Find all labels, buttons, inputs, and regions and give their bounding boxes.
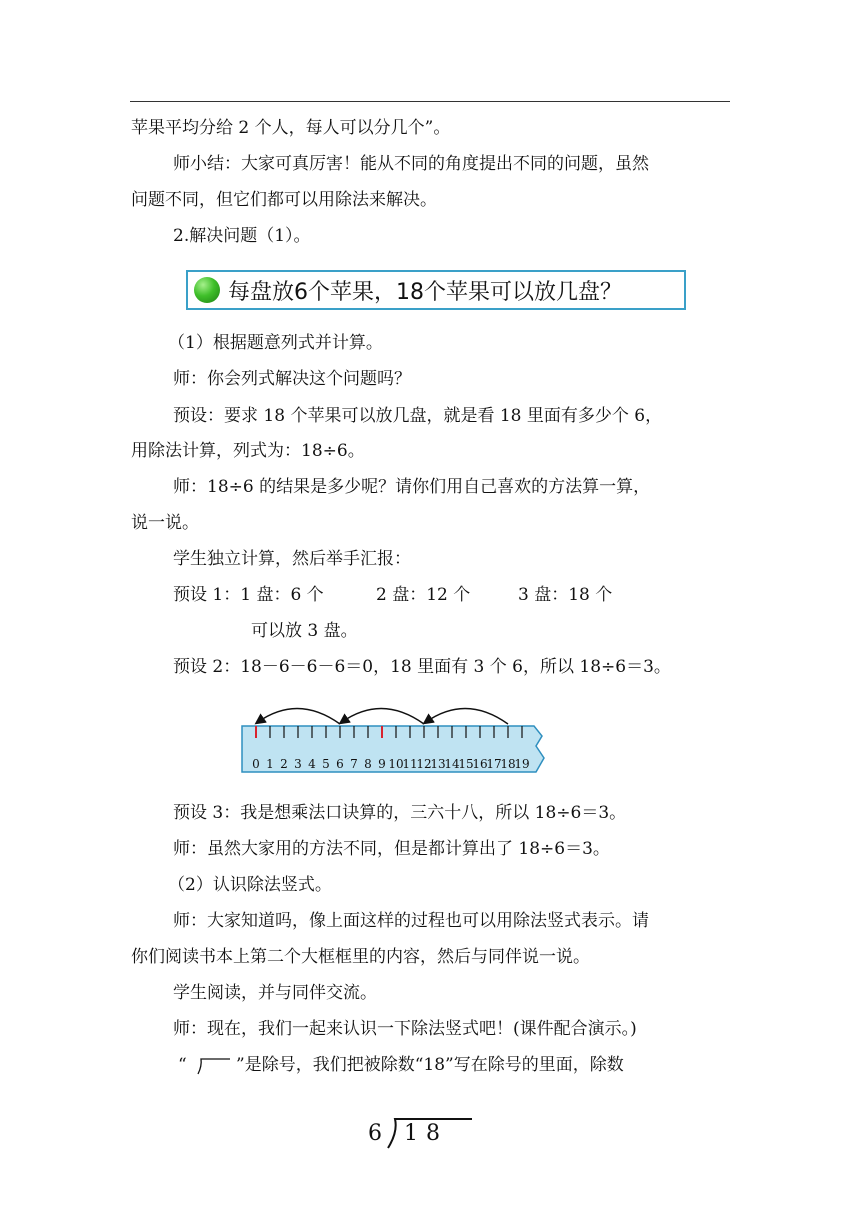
divisor: 6 [368,1121,382,1146]
sub-heading: （1）根据题意列式并计算。 [168,333,383,353]
text-line: 师：大家知道吗，像上面这样的过程也可以用除法竖式表示。请 [173,911,649,931]
text-line: 学生独立计算，然后举手汇报： [173,549,411,569]
problem-text: 每盘放6个苹果，18个苹果可以放几盘？ [228,279,622,305]
long-division [362,1112,472,1152]
ruler-number: 1 [266,757,274,771]
ruler-number: 3 [294,757,302,771]
text-line: 说一说。 [131,513,199,533]
text-line: 师小结：大家可真厉害！能从不同的角度提出不同的问题，虽然 [173,154,649,174]
ruler-number: 19 [514,757,530,771]
ruler-number: 4 [308,757,316,771]
text-line: 预设 2：18－6－6－6＝0，18 里面有 3 个 6，所以 18÷6＝3。 [173,657,671,677]
text-line: 问题不同，但它们都可以用除法来解决。 [131,190,437,210]
ruler-number: 16 [472,757,488,771]
text-line: 师：你会列式解决这个问题吗？ [173,369,411,389]
text-line: 预设：要求 18 个苹果可以放几盘，就是看 18 里面有多少个 6， [173,406,663,426]
text-line: “ [178,1055,187,1075]
text-line: ”是除号，我们把被除数“18”写在除号的里面，除数 [236,1055,624,1075]
jump-arc [426,708,508,724]
ruler-number: 10 [388,757,404,771]
text-line: 你们阅读书本上第二个大框框里的内容，然后与同伴说一说。 [131,947,590,967]
text-line: 预设 3：我是想乘法口诀算的，三六十八，所以 18÷6＝3。 [173,803,627,823]
dividend-digit: 1 [404,1121,418,1146]
header-rule [130,101,730,102]
ruler-number: 5 [322,757,330,771]
jump-arc [258,708,340,724]
ruler-number: 2 [280,757,288,771]
text-line: 可以放 3 盘。 [251,621,358,641]
ruler-number: 17 [486,757,502,771]
ruler-number: 7 [350,757,358,771]
dividend-digit: 8 [426,1121,440,1146]
text-line: 学生阅读，并与同伴交流。 [173,983,377,1003]
text-line: 师：虽然大家用的方法不同，但是都计算出了 18÷6＝3。 [173,839,610,859]
text-line: 苹果平均分给 2 个人，每人可以分几个”。 [131,118,451,138]
ruler-number: 6 [336,757,344,771]
section-heading: 2.解决问题（1）。 [173,226,311,246]
text-line: 师：现在，我们一起来认识一下除法竖式吧！(课件配合演示。) [173,1019,637,1039]
ruler-number: 15 [458,757,474,771]
sub-heading: （2）认识除法竖式。 [168,875,332,895]
jump-arc [342,708,424,724]
ruler-number: 18 [500,757,516,771]
ruler-number: 14 [444,757,460,771]
ruler-number: 8 [364,757,372,771]
text-line: 师：18÷6 的结果是多少呢？请你们用自己喜欢的方法算一算， [173,477,651,497]
ruler-number: 9 [378,757,386,771]
ruler-number: 11 [402,757,418,771]
ruler-number: 12 [416,757,432,771]
problem-box [186,270,686,310]
ruler-number: 0 [252,757,260,771]
division-bracket-icon [196,1056,232,1076]
text-line: 用除法计算，列式为：18÷6。 [131,441,365,461]
text-line: 2 盘：12 个 [376,585,471,605]
ruler-number: 13 [430,757,446,771]
text-line: 预设 1：1 盘：6 个 [173,585,324,605]
text-line: 3 盘：18 个 [518,585,613,605]
green-ball-icon [194,277,220,303]
number-line-ruler [238,700,550,786]
